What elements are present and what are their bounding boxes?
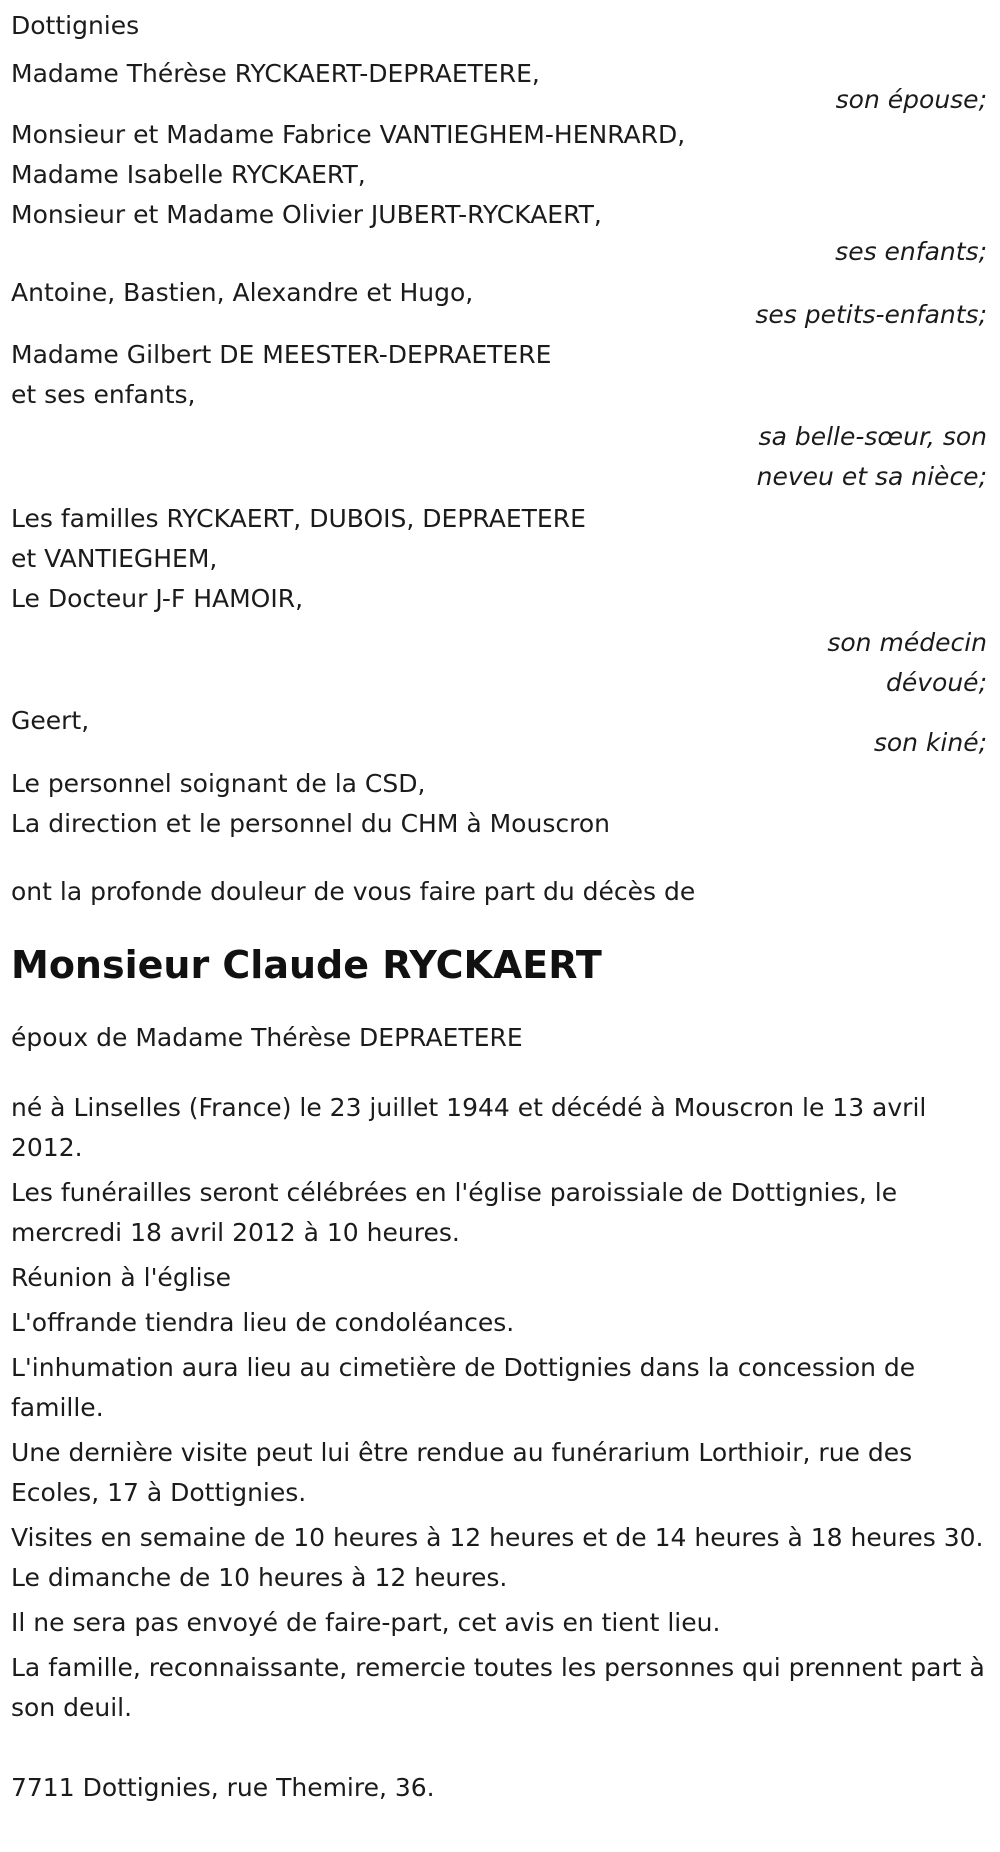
thanks-paragraph: La famille, reconnaissante, remercie toutes les personnes qui prennent part à son deuil. (11, 1653, 985, 1722)
visiting-hours-paragraph: Visites en semaine de 10 heures à 12 heures et de 14 heures à 18 heures 30. Le dimanche de 10 heures à 12 heures. (11, 1523, 984, 1592)
sister-in-law-role: neveu et sa nièce; (756, 462, 987, 491)
deceased-name: Monsieur Claude RYCKAERT (11, 943, 602, 987)
child-name: Madame Isabelle RYCKAERT, (11, 160, 366, 189)
doctor-role: dévoué; (886, 668, 987, 697)
meeting-paragraph: Réunion à l'église (11, 1263, 231, 1292)
birth-death-paragraph: né à Linselles (France) le 23 juillet 1944 et décédé à Mouscron le 13 avril 2012. (11, 1093, 927, 1162)
sister-in-law-name: Madame Gilbert DE MEESTER-DEPRAETERE (11, 340, 552, 369)
sister-in-law-role: sa belle-sœur, son (758, 422, 987, 451)
grandchildren-names: Antoine, Bastien, Alexandre et Hugo, (11, 278, 474, 307)
child-name: Monsieur et Madame Olivier JUBERT-RYCKAERT, (11, 200, 602, 229)
announcement-intro: ont la profonde douleur de vous faire part du décès de (11, 877, 696, 906)
families-line: et VANTIEGHEM, (11, 544, 218, 573)
spouse-line: époux de Madame Thérèse DEPRAETERE (11, 1023, 523, 1052)
offering-paragraph: L'offrande tiendra lieu de condoléances. (11, 1308, 515, 1337)
child-name: Monsieur et Madame Fabrice VANTIEGHEM-HENRARD, (11, 120, 686, 149)
notice-paragraph: Il ne sera pas envoyé de faire-part, cet avis en tient lieu. (11, 1608, 721, 1637)
children-role: ses enfants; (835, 237, 987, 266)
families-line: Les familles RYCKAERT, DUBOIS, DEPRAETERE (11, 504, 586, 533)
locality-heading: Dottignies (11, 11, 140, 40)
staff-line: La direction et le personnel du CHM à Mouscron (11, 809, 610, 838)
visit-paragraph: Une dernière visite peut lui être rendue au funérarium Lorthioir, rue des Ecoles, 17 à Dottignies. (11, 1438, 913, 1507)
address-line: 7711 Dottignies, rue Themire, 36. (11, 1773, 435, 1802)
burial-paragraph: L'inhumation aura lieu au cimetière de Dottignies dans la concession de famille. (11, 1353, 916, 1422)
obituary-notice (11, 6, 987, 1808)
doctor-role: son médecin (827, 628, 987, 657)
wife-role: son épouse; (835, 85, 987, 114)
doctor-name: Le Docteur J-F HAMOIR, (11, 584, 304, 613)
funeral-paragraph: Les funérailles seront célébrées en l'église paroissiale de Dottignies, le mercredi 18 avril 2012 à 10 heures. (11, 1178, 898, 1247)
grandchildren-role: ses petits-enfants; (755, 300, 987, 329)
staff-line: Le personnel soignant de la CSD, (11, 769, 426, 798)
sister-in-law-children: et ses enfants, (11, 380, 196, 409)
physio-role: son kiné; (873, 728, 987, 757)
wife-name: Madame Thérèse RYCKAERT-DEPRAETERE, (11, 59, 540, 88)
physio-name: Geert, (11, 706, 90, 735)
